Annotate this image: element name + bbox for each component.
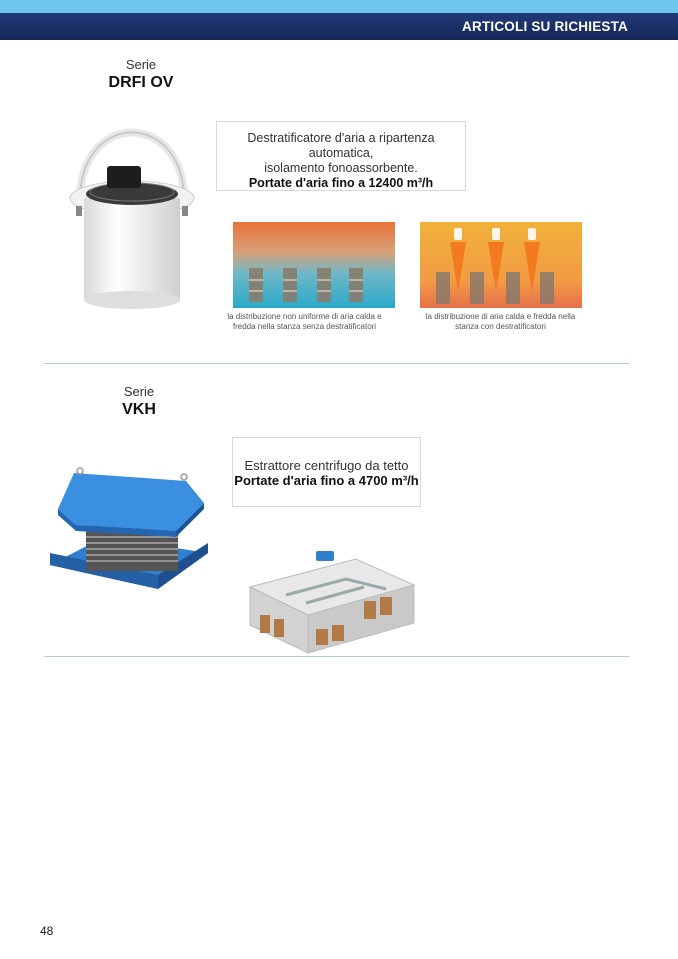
- caption-with-destratifiers: la distribuzione di aria calda e fredda nella stanza con destratificatori: [425, 312, 576, 331]
- room-diagram-with-destratifiers: [420, 222, 582, 308]
- vkh-desc-bold: Portate d'aria fino a 4700 m³/h: [234, 473, 419, 488]
- serie-name-vkh: VKH: [122, 401, 156, 418]
- vkh-product-image: [46, 465, 211, 593]
- serie-label-drfi: Serie: [125, 57, 157, 72]
- section-divider-2: [44, 656, 629, 657]
- drfi-ov-product-image: [62, 118, 202, 313]
- header-title: ARTICOLI SU RICHIESTA: [462, 19, 628, 34]
- drfi-desc-line-2: isolamento fonoassorbente.: [264, 161, 418, 175]
- vkh-description-box: [232, 437, 421, 507]
- drfi-desc-line-1: Destratificatore d'aria a ripartenza automatica,: [247, 131, 435, 160]
- serie-label-vkh: Serie: [123, 384, 155, 399]
- caption-without-destratifiers: la distribuzione non uniforme di aria calda e fredda nella stanza senza destratificatori: [227, 312, 382, 331]
- header-band-light: [0, 0, 678, 13]
- serie-name-drfi: DRFI OV: [108, 74, 174, 91]
- page-number: 48: [40, 924, 54, 938]
- vkh-building-illustration: [246, 545, 418, 657]
- section-divider-1: [44, 363, 629, 364]
- drfi-desc-bold: Portate d'aria fino a 12400 m³/h: [248, 176, 434, 190]
- vkh-desc-line-1: Estrattore centrifugo da tetto: [244, 458, 409, 473]
- room-diagram-without-destratifiers: [233, 222, 395, 308]
- drfi-description-box: [216, 121, 466, 191]
